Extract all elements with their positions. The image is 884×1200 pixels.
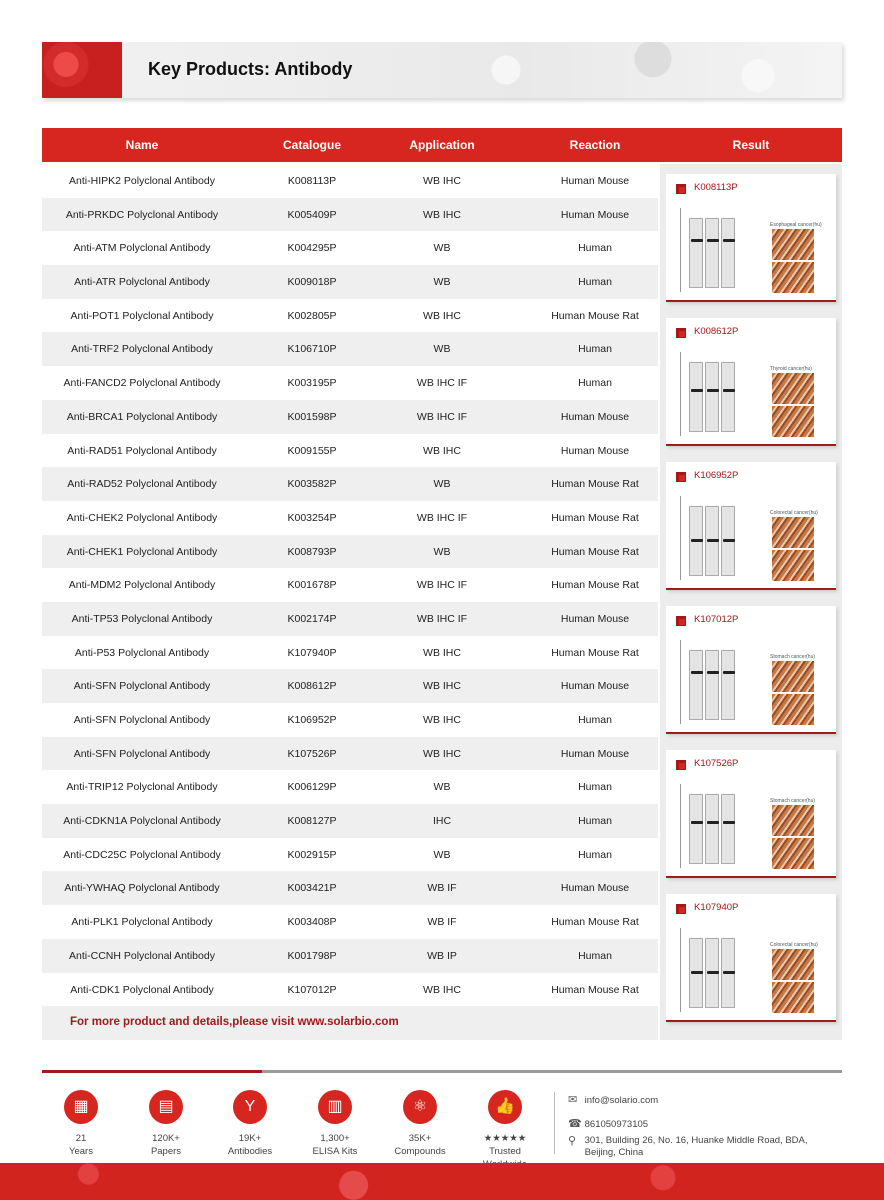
feature-label: Trusted [489,1146,521,1157]
catalogue-number: K009018P [287,276,337,289]
banner-red-block [42,42,122,98]
feature-item [131,1090,201,1158]
feature-label: ELISA Kits [312,1146,358,1157]
thumbs-up-icon: 👍 [488,1090,522,1124]
ihc-image-100x [772,517,814,548]
application: WB IP [427,949,457,962]
product-name: Anti-TP53 Polyclonal Antibody [71,612,213,625]
reaction: Human Mouse [560,882,630,895]
application: WB [433,276,451,289]
western-blot-image [680,208,744,292]
card-tag-icon [676,760,686,770]
application: WB IF [427,882,457,895]
table-row [42,636,658,670]
application: WB [433,781,451,794]
table-row [42,838,658,872]
column-header-name: Name [125,138,159,152]
reaction: Human Mouse [560,410,630,423]
application: WB IHC IF [416,511,468,524]
table-row [42,804,658,838]
footer-separator [554,1092,555,1154]
application: WB IHC [423,444,461,457]
column-header-application: Application [409,138,475,152]
reaction: Human Mouse Rat [551,545,639,558]
card-catalogue-id: K107940P [694,902,739,913]
catalogue-number: K001798P [287,949,337,962]
contact-address [568,1135,808,1159]
table-row [42,164,658,198]
reaction: Human Mouse [560,612,630,625]
mail-icon: ✉ [568,1094,578,1106]
table-row [42,434,658,468]
ihc-tissue-label: Colorectal cancer(hu) [770,942,818,948]
application: WB IHC IF [416,612,468,625]
reaction: Human Mouse Rat [551,916,639,929]
western-blot-image [680,496,744,580]
result-card [666,606,836,734]
product-name: Anti-ATM Polyclonal Antibody [73,242,211,255]
application: WB IHC [423,747,461,760]
application: IHC [432,815,452,828]
table-row [42,467,658,501]
reaction: Human [578,714,612,726]
ihc-tissue-label: Colorectal cancer(hu) [770,510,818,516]
table-row [42,939,658,973]
table-row [42,871,658,905]
ihc-tissue-label: Thyroid cancer(hu) [770,366,812,372]
feature-item [215,1090,285,1158]
more-info-row [42,1006,658,1040]
application: WB [433,848,451,861]
table-row [42,299,658,333]
feature-label: Antibodies [227,1146,273,1157]
product-name: Anti-PRKDC Polyclonal Antibody [65,208,219,221]
reaction: Human Mouse Rat [551,309,639,322]
ihc-image-100x [772,949,814,980]
ihc-image-100x [772,373,814,404]
table-row [42,198,658,232]
result-card [666,750,836,878]
reaction: Human Mouse Rat [551,983,639,996]
compound-icon: ⚛ [403,1090,437,1124]
ihc-image-200x [772,694,814,725]
catalogue-number: K002174P [287,612,337,625]
table-row [42,737,658,771]
catalogue-number: K001678P [287,579,337,592]
application: WB IHC [423,680,461,693]
reaction: Human [578,343,612,356]
reaction: Human Mouse Rat [551,646,639,659]
product-name: Anti-TRIP12 Polyclonal Antibody [66,781,218,794]
catalogue-number: K107012P [287,983,337,996]
ihc-image-200x [772,982,814,1013]
reaction: Human [578,781,612,794]
result-card [666,894,836,1022]
application: WB IF [427,916,457,929]
western-blot-image [680,640,744,724]
table-row [42,501,658,535]
application: WB IHC IF [416,377,468,390]
feature-item [470,1090,540,1171]
catalogue-number: K008612P [287,680,337,693]
catalogue-number: K003408P [287,916,337,929]
catalogue-number: K006129P [287,781,337,794]
catalogue-number: K004295P [287,242,337,255]
card-catalogue-id: K107526P [694,758,739,769]
product-table-body [42,164,658,1006]
reaction: Human Mouse [560,208,630,221]
ihc-image-200x [772,550,814,581]
table-row [42,669,658,703]
western-blot-image [680,928,744,1012]
product-name: Anti-P53 Polyclonal Antibody [74,646,210,659]
table-header [42,128,842,162]
banner-decoration [422,42,842,98]
catalogue-number: K003195P [287,377,337,390]
feature-value: 35K+ [408,1133,432,1144]
column-header-reaction: Reaction [569,138,621,152]
product-name: Anti-ATR Polyclonal Antibody [74,276,210,289]
result-card [666,462,836,590]
product-name: Anti-HIPK2 Polyclonal Antibody [69,175,215,187]
product-name: Anti-YWHAQ Polyclonal Antibody [64,882,220,895]
card-catalogue-id: K106952P [694,470,739,481]
table-row [42,703,658,737]
ihc-tissue-label: Esophageal cancer(hu) [770,222,822,228]
product-name: Anti-CHEK2 Polyclonal Antibody [66,511,218,524]
more-info-link[interactable]: For more product and details,please visit www.solarbio.com [70,1016,399,1028]
calendar-icon: ▦ [64,1090,98,1124]
contact-phone [568,1117,648,1130]
result-card [666,318,836,446]
product-name: Anti-PLK1 Polyclonal Antibody [71,916,213,929]
footer-divider [42,1070,842,1073]
ihc-image-200x [772,406,814,437]
application: WB [433,478,451,491]
catalogue-number: K002915P [287,848,337,861]
column-header-result: Result [732,138,770,152]
ihc-image-100x [772,229,814,260]
application: WB IHC [423,646,461,659]
phone-text: 861050973105 [584,1119,649,1130]
column-header-catalogue: Catalogue [282,138,342,152]
product-name: Anti-FANCD2 Polyclonal Antibody [63,377,221,390]
feature-value: 21 [75,1133,87,1144]
reaction: Human [578,242,612,255]
catalogue-number: K005409P [287,208,337,221]
reaction: Human [578,276,612,289]
catalogue-number: K009155P [287,444,337,457]
feature-label: Years [69,1146,93,1157]
feature-item [385,1090,455,1158]
page-title: Key Products: Antibody [148,59,353,79]
feature-label: Papers [150,1146,182,1157]
catalogue-number: K107526P [287,747,337,760]
application: WB [433,343,451,356]
feature-value: 19K+ [238,1133,262,1144]
product-name: Anti-CDC25C Polyclonal Antibody [63,848,221,861]
feature-item [300,1090,370,1158]
catalogue-number: K107940P [287,646,337,659]
book-icon: ▤ [149,1090,183,1124]
western-blot-image [680,352,744,436]
feature-value: 120K+ [152,1133,180,1144]
catalogue-number: K003582P [287,478,337,491]
card-tag-icon [676,616,686,626]
ihc-tissue-label: Stomach cancer(hu) [770,654,816,660]
catalogue-number: K003421P [287,882,337,895]
elisa-kit-icon: ▥ [318,1090,352,1124]
catalogue-number: K008793P [287,545,337,558]
address-line-1: 301, Building 26, No. 16, Huanke Middle Road, BDA, [584,1135,808,1146]
reaction: Human [578,848,612,861]
product-name: Anti-TRF2 Polyclonal Antibody [71,343,213,356]
product-name: Anti-CCNH Polyclonal Antibody [69,949,215,962]
card-tag-icon [676,184,686,194]
table-row [42,265,658,299]
card-tag-icon [676,472,686,482]
reaction: Human Mouse Rat [551,511,639,524]
western-blot-image [680,784,744,868]
reaction: Human Mouse Rat [551,478,639,491]
application: WB IHC IF [416,410,468,423]
catalogue-number: K008113P [287,175,337,187]
catalogue-number: K001598P [287,410,337,423]
product-name: Anti-SFN Polyclonal Antibody [73,680,211,693]
ihc-image-100x [772,805,814,836]
application: WB IHC [423,208,461,221]
table-row [42,231,658,265]
header-banner [42,42,842,98]
reaction: Human Mouse [560,444,630,457]
table-row [42,602,658,636]
address-line-2: Beijing, China [584,1147,644,1158]
location-pin-icon: ⚲ [568,1135,577,1147]
reaction: Human [578,377,612,390]
reaction: Human Mouse [560,747,630,760]
product-name: Anti-CDK1 Polyclonal Antibody [70,983,214,996]
bottom-decorative-strip [0,1163,884,1200]
product-name: Anti-MDM2 Polyclonal Antibody [68,579,216,592]
reaction: Human Mouse [560,680,630,693]
card-catalogue-id: K008113P [694,182,738,193]
ihc-tissue-label: Stomach cancer(hu) [770,798,816,804]
product-name: Anti-RAD52 Polyclonal Antibody [67,478,217,491]
table-row [42,973,658,1007]
reaction: Human Mouse [560,175,630,187]
ihc-image-200x [772,838,814,869]
application: WB IHC [423,983,461,996]
table-row [42,905,658,939]
catalogue-number: K106952P [287,714,337,726]
card-catalogue-id: K008612P [694,326,739,337]
product-name: Anti-POT1 Polyclonal Antibody [70,309,214,322]
result-card [666,174,836,302]
table-row [42,770,658,804]
catalogue-number: K003254P [287,511,337,524]
product-name: Anti-SFN Polyclonal Antibody [73,714,211,726]
card-tag-icon [676,328,686,338]
ihc-image-200x [772,262,814,293]
table-row [42,535,658,569]
card-tag-icon [676,904,686,914]
card-catalogue-id: K107012P [694,614,739,625]
table-row [42,366,658,400]
product-name: Anti-CHEK1 Polyclonal Antibody [66,545,218,558]
ihc-image-100x [772,661,814,692]
feature-label: Compounds [394,1146,446,1157]
application: WB IHC [423,714,461,726]
application: WB IHC IF [416,579,468,592]
result-column [660,164,842,1040]
product-name: Anti-SFN Polyclonal Antibody [73,747,211,760]
email-text[interactable]: info@solario.com [584,1095,659,1106]
catalogue-number: K002805P [287,309,337,322]
catalogue-number: K008127P [287,815,337,828]
feature-item [46,1090,116,1158]
contact-email [568,1093,658,1106]
table-row [42,332,658,366]
feature-value: ★★★★★ [483,1133,527,1144]
feature-value: 1,300+ [320,1133,350,1144]
reaction: Human [578,815,612,828]
table-row [42,400,658,434]
catalogue-number: K106710P [287,343,337,356]
product-name: Anti-CDKN1A Polyclonal Antibody [63,815,221,828]
reaction: Human [578,949,612,962]
reaction: Human Mouse Rat [551,579,639,592]
phone-icon: ☎ [568,1118,582,1130]
application: WB [433,545,451,558]
antibody-icon: Y [233,1090,267,1124]
application: WB IHC [423,309,461,322]
product-name: Anti-RAD51 Polyclonal Antibody [67,444,217,457]
application: WB [433,242,451,255]
application: WB IHC [423,175,461,187]
table-row [42,568,658,602]
product-name: Anti-BRCA1 Polyclonal Antibody [66,410,218,423]
